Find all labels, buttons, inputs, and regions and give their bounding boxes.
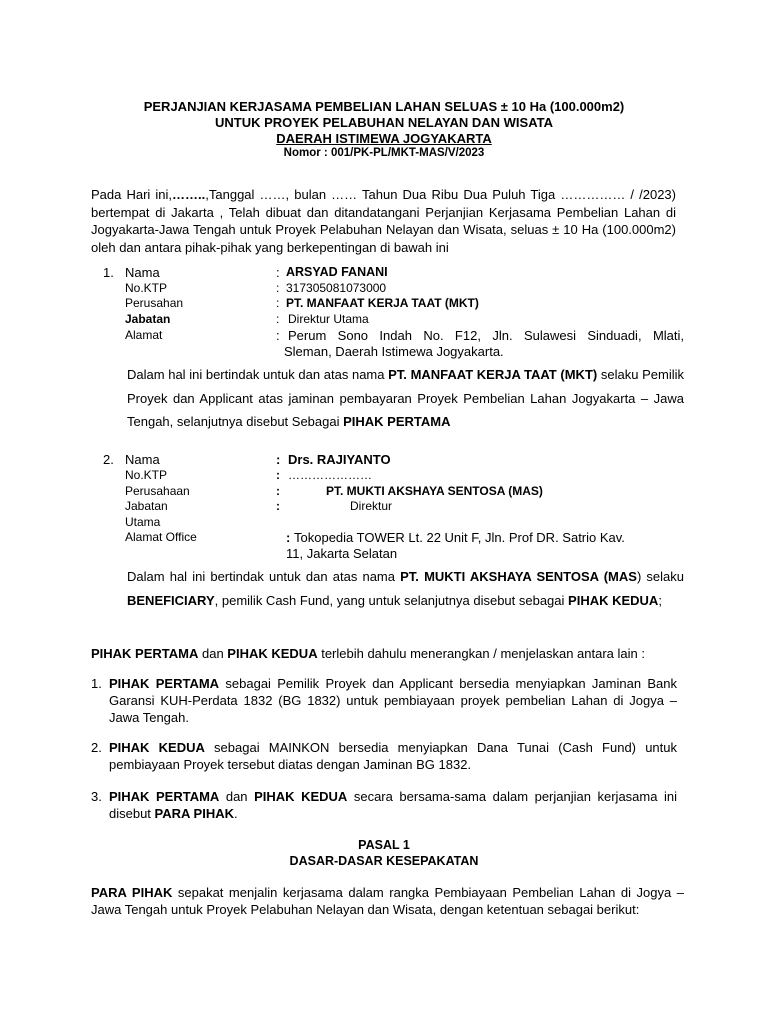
party-2-address-line2: 11, Jakarta Selatan — [286, 546, 398, 561]
point-1-text — [109, 675, 677, 726]
preamble-line — [91, 645, 691, 662]
intro-text-a: Pada Hari ini, — [91, 187, 173, 202]
pasal-subtitle: DASAR-DASAR KESEPAKATAN — [289, 854, 479, 868]
colon: : — [276, 328, 280, 343]
party-1-address-line2: Sleman, Daerah Istimewa Jogyakarta. — [284, 344, 504, 359]
party-2-position-cont: Utama — [125, 515, 161, 529]
party-1-ktp-label: No.KTP — [125, 281, 168, 295]
colon: : — [276, 452, 281, 467]
doc-title-line1: PERJANJIAN KERJASAMA PEMBELIAN LAHAN SELUAS ± 10 Ha (100.000m2) — [143, 99, 625, 114]
party-2-beneficiary: BENEFICIARY — [127, 593, 215, 608]
party-1-description — [127, 363, 684, 434]
colon: : — [276, 499, 280, 513]
colon: : — [286, 530, 291, 545]
intro-paragraph — [91, 186, 676, 256]
point-2-bold: PIHAK KEDUA — [109, 740, 205, 755]
party-1-company-label: Perusahan — [125, 296, 184, 310]
preamble-party2: PIHAK KEDUA — [227, 646, 318, 661]
party-1-name-label: Nama — [125, 265, 160, 280]
doc-title-line2: UNTUK PROYEK PELABUHAN NELAYAN DAN WISATA — [214, 115, 554, 130]
party-1-position-label: Jabatan — [125, 312, 171, 326]
point-3-end: . — [234, 806, 238, 821]
doc-number: Nomor : 001/PK-PL/MKT-MAS/V/2023 — [283, 147, 485, 159]
party-1-address-line1: Perum Sono Indah No. F12, Jln. Sulawesi Sinduadi, Mlati, — [288, 328, 684, 343]
preamble-party1: PIHAK PERTAMA — [91, 646, 199, 661]
party-2-address-label: Alamat Office — [125, 530, 197, 544]
party-1-number: 1. — [103, 265, 114, 280]
party-2-description — [127, 565, 684, 613]
point-1-bold: PIHAK PERTAMA — [109, 676, 220, 691]
party-1-desc-text2: selaku Pemilik Proyek dan Applicant atas jaminan pembayaran Proyek Pembelian Lahan Jogyakarta – Jawa Tengah, selanjutnya disebut Sebagai — [127, 367, 684, 429]
preamble-rest: terlebih dahulu menerangkan / menjelaskan antara lain : — [317, 646, 645, 661]
party-2-desc-company: PT. MUKTI AKSHAYA SENTOSA (MAS — [400, 569, 637, 584]
party-1-position: Direktur Utama — [288, 312, 369, 326]
party-2-ktp: ………………… — [288, 468, 372, 482]
preamble-and: dan — [198, 646, 228, 661]
party-2-desc-end: ; — [658, 593, 662, 608]
party-2-company: PT. MUKTI AKSHAYA SENTOSA (MAS) — [326, 484, 543, 498]
party-2-ktp-label: No.KTP — [125, 468, 168, 482]
point-3-bold3: PARA PIHAK — [154, 806, 234, 821]
party-2-address-line1: Tokopedia TOWER Lt. 22 Unit F, Jln. Prof DR. Satrio Kav. — [294, 530, 625, 545]
party-2-role: PIHAK KEDUA — [568, 593, 659, 608]
point-3-text — [109, 788, 677, 822]
party-2-desc-text: Dalam hal ini bertindak untuk dan atas nama — [127, 569, 401, 584]
closing-body: sepakat menjalin kerjasama dalam rangka Pembiayaan Pembelian Lahan di Jogya – Jawa Tengah untuk Proyek Pelabuhan Nelayan dan Wisata, dengan ketentuan sebagai berikut: — [91, 885, 684, 917]
colon: : — [276, 296, 280, 310]
point-3-mid: dan — [219, 789, 255, 804]
colon: : — [276, 265, 280, 280]
party-2-name: Drs. RAJIYANTO — [288, 452, 391, 467]
party-1-desc-text: Dalam hal ini bertindak untuk dan atas nama — [127, 367, 389, 382]
pasal-title: PASAL 1 — [358, 838, 410, 852]
party-2-desc-text2: ) selaku — [636, 569, 684, 584]
doc-title-line3: DAERAH ISTIMEWA JOGYAKARTA — [276, 131, 492, 146]
point-2-body: sebagai MAINKON bersedia menyiapkan Dana Tunai (Cash Fund) untuk pembiayaan Proyek tersebut diatas dengan Jaminan BG 1832. — [109, 740, 677, 772]
point-2-number: 2. — [91, 740, 102, 755]
party-1-address-label: Alamat — [125, 328, 163, 342]
colon: : — [276, 484, 280, 498]
party-2-company-label: Perusahaan — [125, 484, 190, 498]
point-3-bold: PIHAK PERTAMA — [109, 789, 220, 804]
colon: : — [276, 468, 280, 482]
closing-paragraph — [91, 884, 684, 918]
point-3-body: secara bersama-sama dalam perjanjian kerjasama ini disebut — [109, 789, 678, 821]
party-1-ktp: 317305081073000 — [286, 281, 387, 295]
intro-text-b: …….. — [172, 187, 206, 202]
intro-text-c: ,Tanggal ……, bulan …… Tahun Dua Ribu Dua Puluh Tiga …………… / /2023) bertempat di Jakarta , Telah dibuat dan ditandatangani Perjanjian Kerjasama Pembelian Lahan di Jogyakarta-Jawa Tengah untuk Proyek Pelabuhan Nelayan dan Wisata, seluas ± 10 Ha (100.000m2) oleh dan antara pihak-pihak yang berkepentingan di bawah ini — [91, 187, 676, 255]
closing-bold: PARA PIHAK — [91, 885, 173, 900]
party-1-role: PIHAK PERTAMA — [343, 414, 451, 429]
party-1-company: PT. MANFAAT KERJA TAAT (MKT) — [286, 296, 479, 310]
party-2-name-label: Nama — [125, 452, 160, 467]
point-1-number: 1. — [91, 676, 102, 691]
colon: : — [276, 281, 280, 295]
point-1-body: sebagai Pemilik Proyek dan Applicant bersedia menyiapkan Jaminan Bank Garansi KUH-Perdata 1832 (BG 1832) untuk pembiayaan proyek pembelian Lahan di Jogya – Jawa Tengah. — [109, 676, 677, 725]
party-2-position: Direktur — [350, 499, 393, 513]
colon: : — [276, 312, 280, 326]
party-2-number: 2. — [103, 452, 114, 467]
point-2-text — [109, 739, 677, 773]
party-2-position-label: Jabatan — [125, 499, 168, 513]
party-1-name: ARSYAD FANANI — [286, 265, 388, 279]
point-3-bold2: PIHAK KEDUA — [254, 789, 348, 804]
point-3-number: 3. — [91, 789, 102, 804]
party-2-desc-text3: , pemilik Cash Fund, yang untuk selanjutnya disebut sebagai — [214, 593, 569, 608]
party-1-desc-company: PT. MANFAAT KERJA TAAT (MKT) — [388, 367, 598, 382]
